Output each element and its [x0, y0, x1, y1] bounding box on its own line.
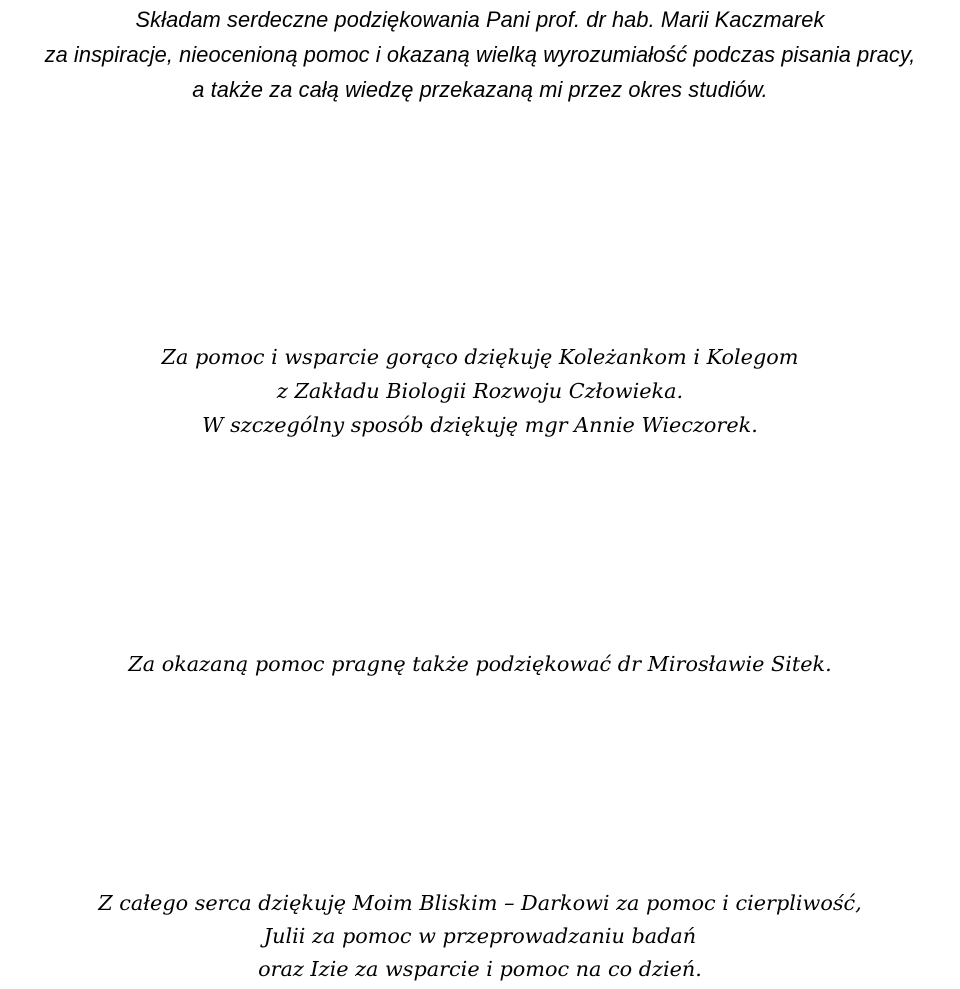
acknowledgement-paragraph-colleagues	[0, 340, 960, 442]
text-line: oraz Izie za wsparcie i pomoc na co dzień.	[258, 957, 702, 981]
text-line: a także za całą wiedzę przekazaną mi przez okres studiów.	[192, 77, 768, 102]
text-line: W szczególny sposób dziękuję mgr Annie Wieczorek.	[202, 413, 758, 437]
text-line: Za pomoc i wsparcie gorąco dziękuję Koleżankom i Kolegom	[161, 345, 799, 369]
text-line: z Zakładu Biologii Rozwoju Człowieka.	[276, 379, 684, 403]
acknowledgement-paragraph-family	[0, 887, 960, 986]
text-line: Z całego serca dziękuję Moim Bliskim – Darkowi za pomoc i cierpliwość,	[98, 891, 862, 915]
text-line: za inspiracje, nieocenioną pomoc i okazaną wielką wyrozumiałość podczas pisania pracy,	[44, 42, 916, 67]
acknowledgement-paragraph-doctor	[0, 647, 960, 681]
text-line: Składam serdeczne podziękowania Pani prof. dr hab. Marii Kaczmarek	[135, 7, 825, 32]
text-line: Julii za pomoc w przeprowadzaniu badań	[263, 924, 697, 948]
text-line: Za okazaną pomoc pragnę także podziękować dr Mirosławie Sitek.	[128, 652, 832, 676]
acknowledgement-paragraph-supervisor	[0, 2, 960, 107]
